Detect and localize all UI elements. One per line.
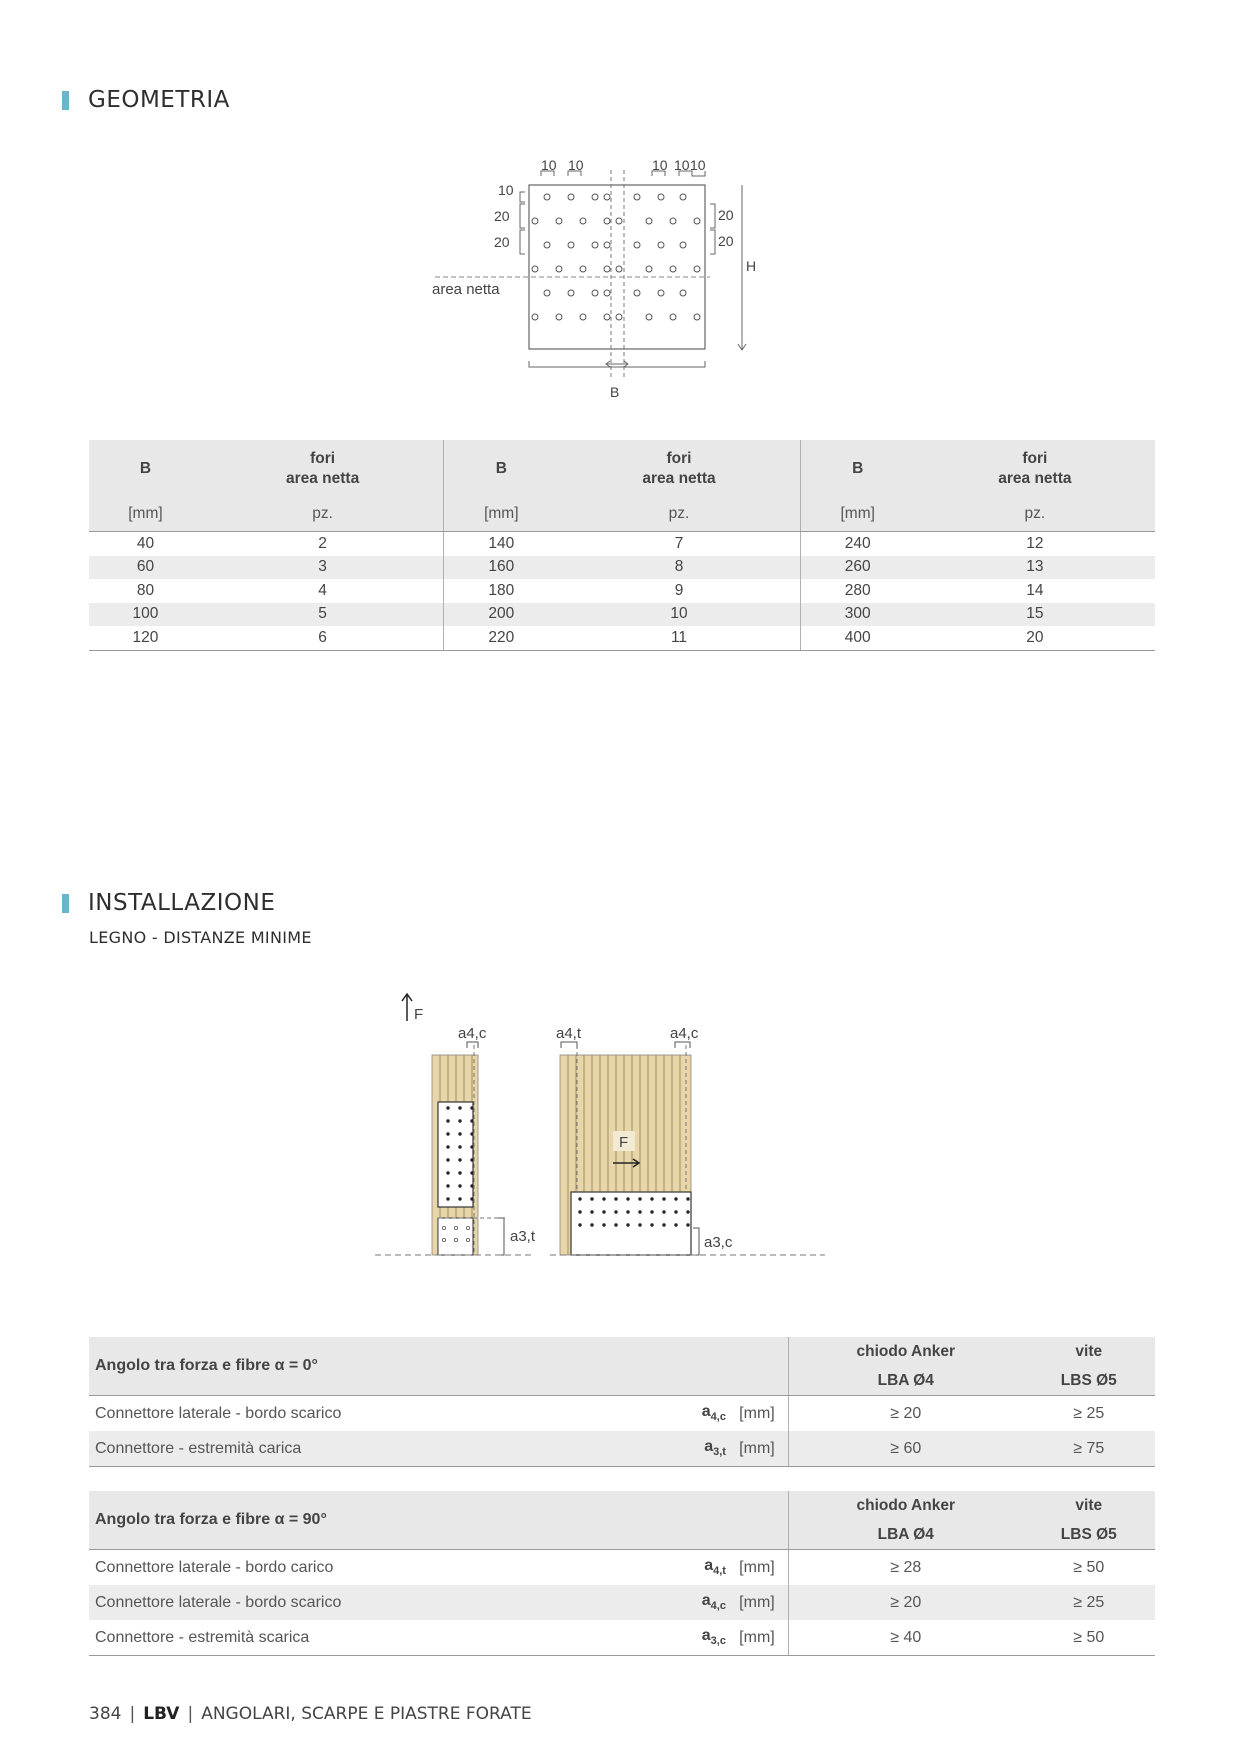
force-label-right: F (619, 1134, 629, 1151)
table-row (89, 1585, 1155, 1620)
dim-top-4: 10 (674, 157, 690, 173)
plate-hole (556, 314, 562, 320)
plate-hole (604, 266, 610, 272)
cell: 6 (202, 626, 444, 650)
col-fori-1: fori area netta (202, 440, 444, 497)
col1-title: chiodo Anker (788, 1337, 1022, 1366)
plate-hole (568, 290, 574, 296)
plate-hole (568, 194, 574, 200)
col1-title: chiodo Anker (788, 1491, 1022, 1520)
col2-sub: LBS Ø5 (1023, 1366, 1155, 1396)
installation-distances-diagram (370, 985, 830, 1275)
cell: 7 (558, 532, 800, 556)
plate-hole (694, 218, 700, 224)
cell: 220 (444, 626, 559, 650)
plate-hole (556, 266, 562, 272)
plate-hole (680, 290, 686, 296)
table-row (89, 579, 1155, 603)
net-area-label: area netta (432, 281, 500, 298)
installation-section-title (62, 890, 275, 916)
row-symbol: $a_{4,t}$ (704, 1557, 726, 1578)
plate-hole (634, 290, 640, 296)
plate-hole (670, 218, 676, 224)
cell: 5 (202, 603, 444, 627)
table-row (89, 626, 1155, 650)
plate-hole (556, 218, 562, 224)
plate-hole (580, 218, 586, 224)
col-fori-2: fori area netta (558, 440, 800, 497)
table-header-row (89, 1491, 1155, 1520)
plate-hole (694, 314, 700, 320)
row-desc: Connettore - estremità carica (89, 1431, 686, 1467)
cell: 200 (444, 603, 559, 627)
geometry-table-header (89, 440, 1155, 497)
unit-b-2: [mm] (444, 497, 559, 532)
installation-table-0deg (89, 1337, 1155, 1467)
product-name: LBV (143, 1704, 180, 1724)
plate-hole (634, 194, 640, 200)
row-unit: [mm] (726, 1396, 789, 1432)
height-label: H (746, 258, 757, 274)
plate-hole (694, 266, 700, 272)
dim-top-1: 10 (541, 157, 557, 173)
cell: 60 (89, 556, 202, 580)
cell: 13 (915, 556, 1155, 580)
row-symbol: $a_{3,t}$ (686, 1431, 726, 1467)
label-a3c: a3,c (704, 1234, 733, 1251)
plate-hole (616, 314, 622, 320)
row-unit: [mm] (726, 1585, 789, 1620)
installation-title-text: INSTALLAZIONE (88, 890, 276, 916)
cell: 120 (89, 626, 202, 650)
row-symbol: $a_{4,c}$ (686, 1585, 726, 1620)
cell: 400 (800, 626, 915, 650)
dim-right-2: 20 (718, 233, 734, 249)
cell: 2 (202, 532, 444, 556)
col2-sub: LBS Ø5 (1023, 1520, 1155, 1550)
cell: 15 (915, 603, 1155, 627)
label-a4t-right: a4,t (556, 1025, 582, 1042)
col2-title: vite (1023, 1491, 1155, 1520)
plate-hole (634, 242, 640, 248)
unit-b-3: [mm] (800, 497, 915, 532)
plate-hole (616, 218, 622, 224)
width-label: B (610, 384, 620, 400)
section-marker (62, 91, 69, 110)
plate-hole (646, 218, 652, 224)
plate-hole (680, 242, 686, 248)
table-row (89, 603, 1155, 627)
row-value-1: ≥ 28 (890, 1558, 922, 1576)
col-b-2: B (444, 440, 559, 497)
cell: 20 (915, 626, 1155, 650)
page-number: 384 (89, 1704, 122, 1724)
plate-hole (532, 266, 538, 272)
unit-b-1: [mm] (89, 497, 202, 532)
row-value-2: ≥ 50 (1023, 1620, 1155, 1656)
cell: 160 (444, 556, 559, 580)
geometry-table-units (89, 497, 1155, 532)
table-title: Angolo tra forza e fibre α = 90° (89, 1491, 788, 1550)
plate-hole (544, 290, 550, 296)
section-marker (62, 894, 69, 913)
row-unit: [mm] (726, 1620, 789, 1656)
cell: 140 (488, 534, 515, 552)
row-desc: Connettore - estremità scarica (89, 1620, 686, 1656)
row-value-1: ≥ 60 (788, 1431, 1022, 1467)
row-desc: Connettore laterale - bordo carico (95, 1558, 334, 1576)
category-name: ANGOLARI, SCARPE E PIASTRE FORATE (201, 1704, 532, 1724)
col2-title: vite (1023, 1337, 1155, 1366)
row-symbol: $a_{4,c}$ (701, 1403, 726, 1424)
plate-hole (670, 266, 676, 272)
right-wood-member (560, 1042, 699, 1255)
dim-top-2: 10 (568, 157, 584, 173)
plate-hole (680, 194, 686, 200)
unit-fori-3: pz. (915, 497, 1155, 532)
label-a3t: a3,t (510, 1228, 536, 1245)
cell: 260 (800, 556, 915, 580)
row-unit: [mm] (726, 1431, 789, 1467)
label-a4c-right: a4,c (670, 1025, 699, 1042)
plate-holes (532, 194, 700, 320)
plate-hole (646, 314, 652, 320)
cell: 100 (89, 603, 202, 627)
plate-hole (604, 290, 610, 296)
force-label-left: F (414, 1006, 424, 1023)
geometry-title-text: GEOMETRIA (88, 87, 230, 113)
dim-right-1: 20 (718, 207, 734, 223)
table-title: Angolo tra forza e fibre α = 0° (89, 1337, 788, 1396)
cell: 3 (202, 556, 444, 580)
cell: 280 (844, 581, 871, 599)
col1-sub: LBA Ø4 (788, 1366, 1022, 1396)
plate-hole (544, 242, 550, 248)
cell: 10 (558, 603, 800, 627)
cell: 180 (488, 581, 515, 599)
cell: 4 (202, 579, 444, 603)
geometry-table (89, 440, 1155, 651)
page-footer: 384 | LBV | ANGOLARI, SCARPE E PIASTRE FORATE (89, 1704, 532, 1724)
row-symbol: $a_{3,c}$ (686, 1620, 726, 1656)
installation-table-90deg (89, 1491, 1155, 1656)
plate-hole (646, 266, 652, 272)
row-desc: Connettore laterale - bordo scarico (89, 1585, 686, 1620)
plate-hole (532, 218, 538, 224)
plate-hole (616, 266, 622, 272)
table-row (89, 1550, 1155, 1586)
row-value-1: ≥ 20 (788, 1585, 1022, 1620)
plate-hole (592, 290, 598, 296)
table-row (89, 556, 1155, 580)
table-row (89, 1396, 1155, 1432)
plate-hole (604, 242, 610, 248)
cell: 9 (558, 579, 800, 603)
label-a4c-left: a4,c (458, 1025, 487, 1042)
plate-hole (658, 242, 664, 248)
plate-hole (580, 266, 586, 272)
table-row (89, 1620, 1155, 1656)
plate-hole (568, 242, 574, 248)
plate-hole (592, 242, 598, 248)
installation-subtitle: LEGNO - DISTANZE MINIME (89, 928, 312, 947)
dim-top-5: 10 (690, 157, 706, 173)
table-row (89, 532, 1155, 556)
plate-hole (658, 194, 664, 200)
plate-hole (544, 194, 550, 200)
plate-hole (580, 314, 586, 320)
cell: 12 (1026, 534, 1044, 552)
cell: 8 (558, 556, 800, 580)
geometry-section-title (62, 87, 230, 113)
plate-hole (532, 314, 538, 320)
dim-left-1: 10 (498, 182, 514, 198)
cell: 300 (800, 603, 915, 627)
cell: 40 (136, 534, 155, 552)
row-unit: [mm] (726, 1550, 789, 1586)
dim-top-3: 10 (652, 157, 668, 173)
row-value-2: ≥ 25 (1023, 1585, 1155, 1620)
row-value-2: ≥ 25 (1073, 1404, 1105, 1422)
plate-hole (604, 194, 610, 200)
left-wood-member (402, 994, 505, 1255)
col1-sub: LBA Ø4 (788, 1520, 1022, 1550)
plate-hole (604, 218, 610, 224)
unit-fori-2: pz. (558, 497, 800, 532)
row-desc: Connettore laterale - bordo scarico (95, 1404, 342, 1422)
plate-geometry-diagram (420, 150, 780, 410)
cell: 240 (844, 534, 871, 552)
table-row (89, 1431, 1155, 1467)
row-value-2: ≥ 75 (1023, 1431, 1155, 1467)
plate-hole (670, 314, 676, 320)
cell: 11 (558, 626, 800, 650)
row-value-2: ≥ 50 (1073, 1558, 1105, 1576)
unit-fori-1: pz. (202, 497, 444, 532)
table-header-row (89, 1337, 1155, 1366)
dim-left-3: 20 (494, 234, 510, 250)
cell: 14 (1026, 581, 1044, 599)
cell: 80 (136, 581, 155, 599)
col-b-1: B (89, 440, 202, 497)
plate-hole (604, 314, 610, 320)
row-value-1: ≥ 40 (788, 1620, 1022, 1656)
col-fori-3: fori area netta (915, 440, 1155, 497)
col-b-3: B (800, 440, 915, 497)
plate-hole (658, 290, 664, 296)
row-value-1: ≥ 20 (890, 1404, 922, 1422)
dim-left-2: 20 (494, 208, 510, 224)
plate-hole (592, 194, 598, 200)
